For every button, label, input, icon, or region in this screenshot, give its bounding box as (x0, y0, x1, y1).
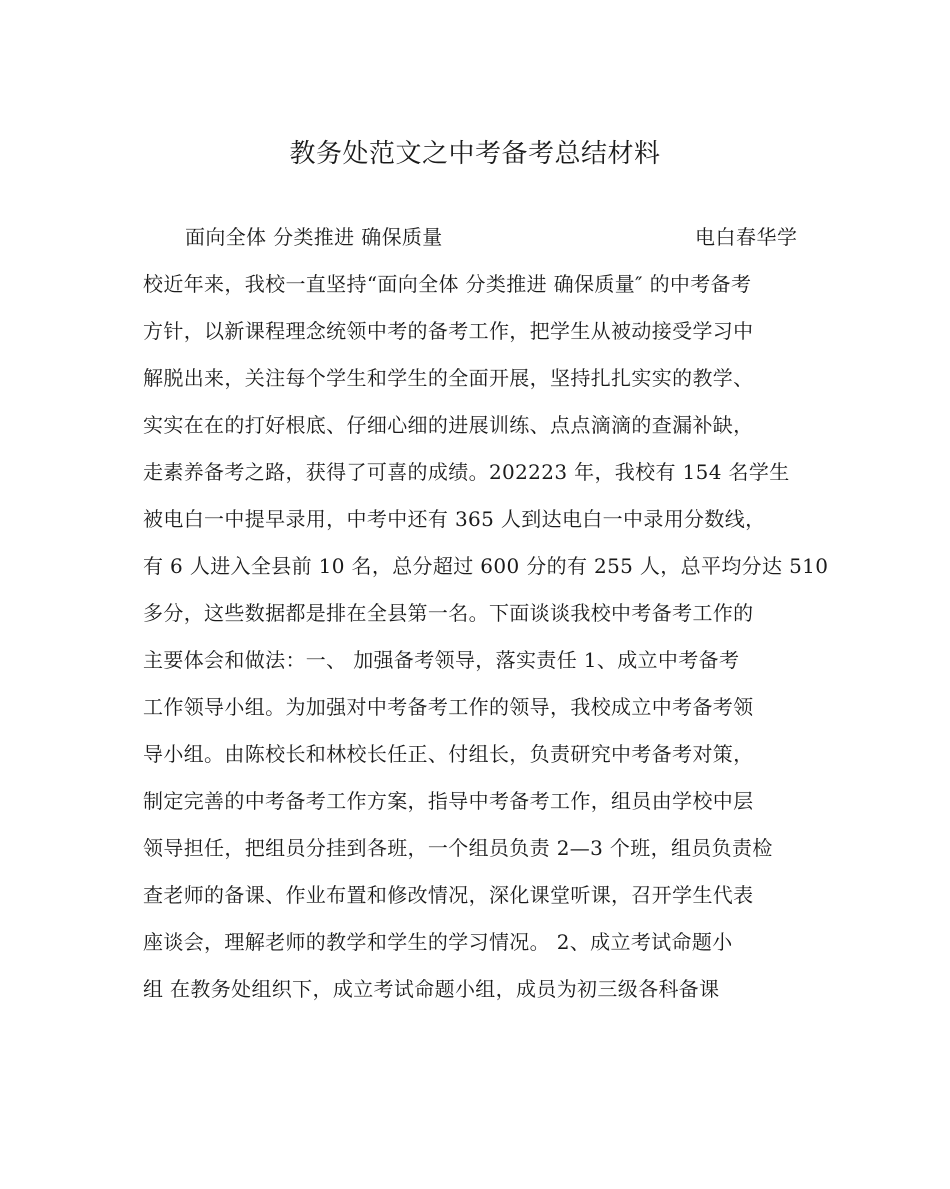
body-line: 导小组。由陈校长和林校长任正、付组长，负责研究中考备考对策， (143, 742, 754, 766)
document-author: 电白春华学 (695, 225, 798, 249)
body-line: 查老师的备课、作业布置和修改情况，深化课堂听课，召开学生代表 (143, 883, 754, 907)
body-line: 方针，以新课程理念统领中考的备考工作，把学生从被动接受学习中 (143, 319, 754, 343)
body-line: 制定完善的中考备考工作方案，指导中考备考工作，组员由学校中层 (143, 789, 754, 813)
body-line: 有 6 人进入全县前 10 名，总分超过 600 分的有 255 人，总平均分达 510 (143, 554, 829, 578)
document-title: 教务处范文之中考备考总结材料 (289, 139, 661, 169)
body-line: 多分，这些数据都是排在全县第一名。下面谈谈我校中考备考工作的 (143, 601, 754, 625)
body-line: 走素养备考之路，获得了可喜的成绩。202223 年，我校有 154 名学生 (143, 460, 790, 484)
body-line: 被电白一中提早录用，中考中还有 365 人到达电白一中录用分数线， (143, 507, 766, 531)
body-line: 组 在教务处组织下，成立考试命题小组，成员为初三级各科备课 (143, 977, 720, 1001)
body-line: 领导担任，把组员分挂到各班，一个组员负责 2—3 个班，组员负责检 (143, 836, 773, 860)
body-line: 工作领导小组。为加强对中考备考工作的领导，我校成立中考备考领 (143, 695, 754, 719)
body-line: 校近年来，我校一直坚持“面向全体 分类推进 确保质量″ 的中考备考 (143, 272, 752, 296)
body-line: 座谈会，理解老师的教学和学生的学习情况。 2、成立考试命题小 (143, 930, 733, 954)
body-line: 主要体会和做法：一、 加强备考领导，落实责任 1、成立中考备考 (143, 648, 740, 672)
body-line: 解脱出来，关注每个学生和学生的全面开展，坚持扎扎实实的教学、 (143, 366, 754, 390)
body-line: 实实在在的打好根底、仔细心细的进展训练、点点滴滴的查漏补缺， (143, 413, 754, 437)
document-subtitle: 面向全体 分类推进 确保质量 (185, 225, 443, 249)
